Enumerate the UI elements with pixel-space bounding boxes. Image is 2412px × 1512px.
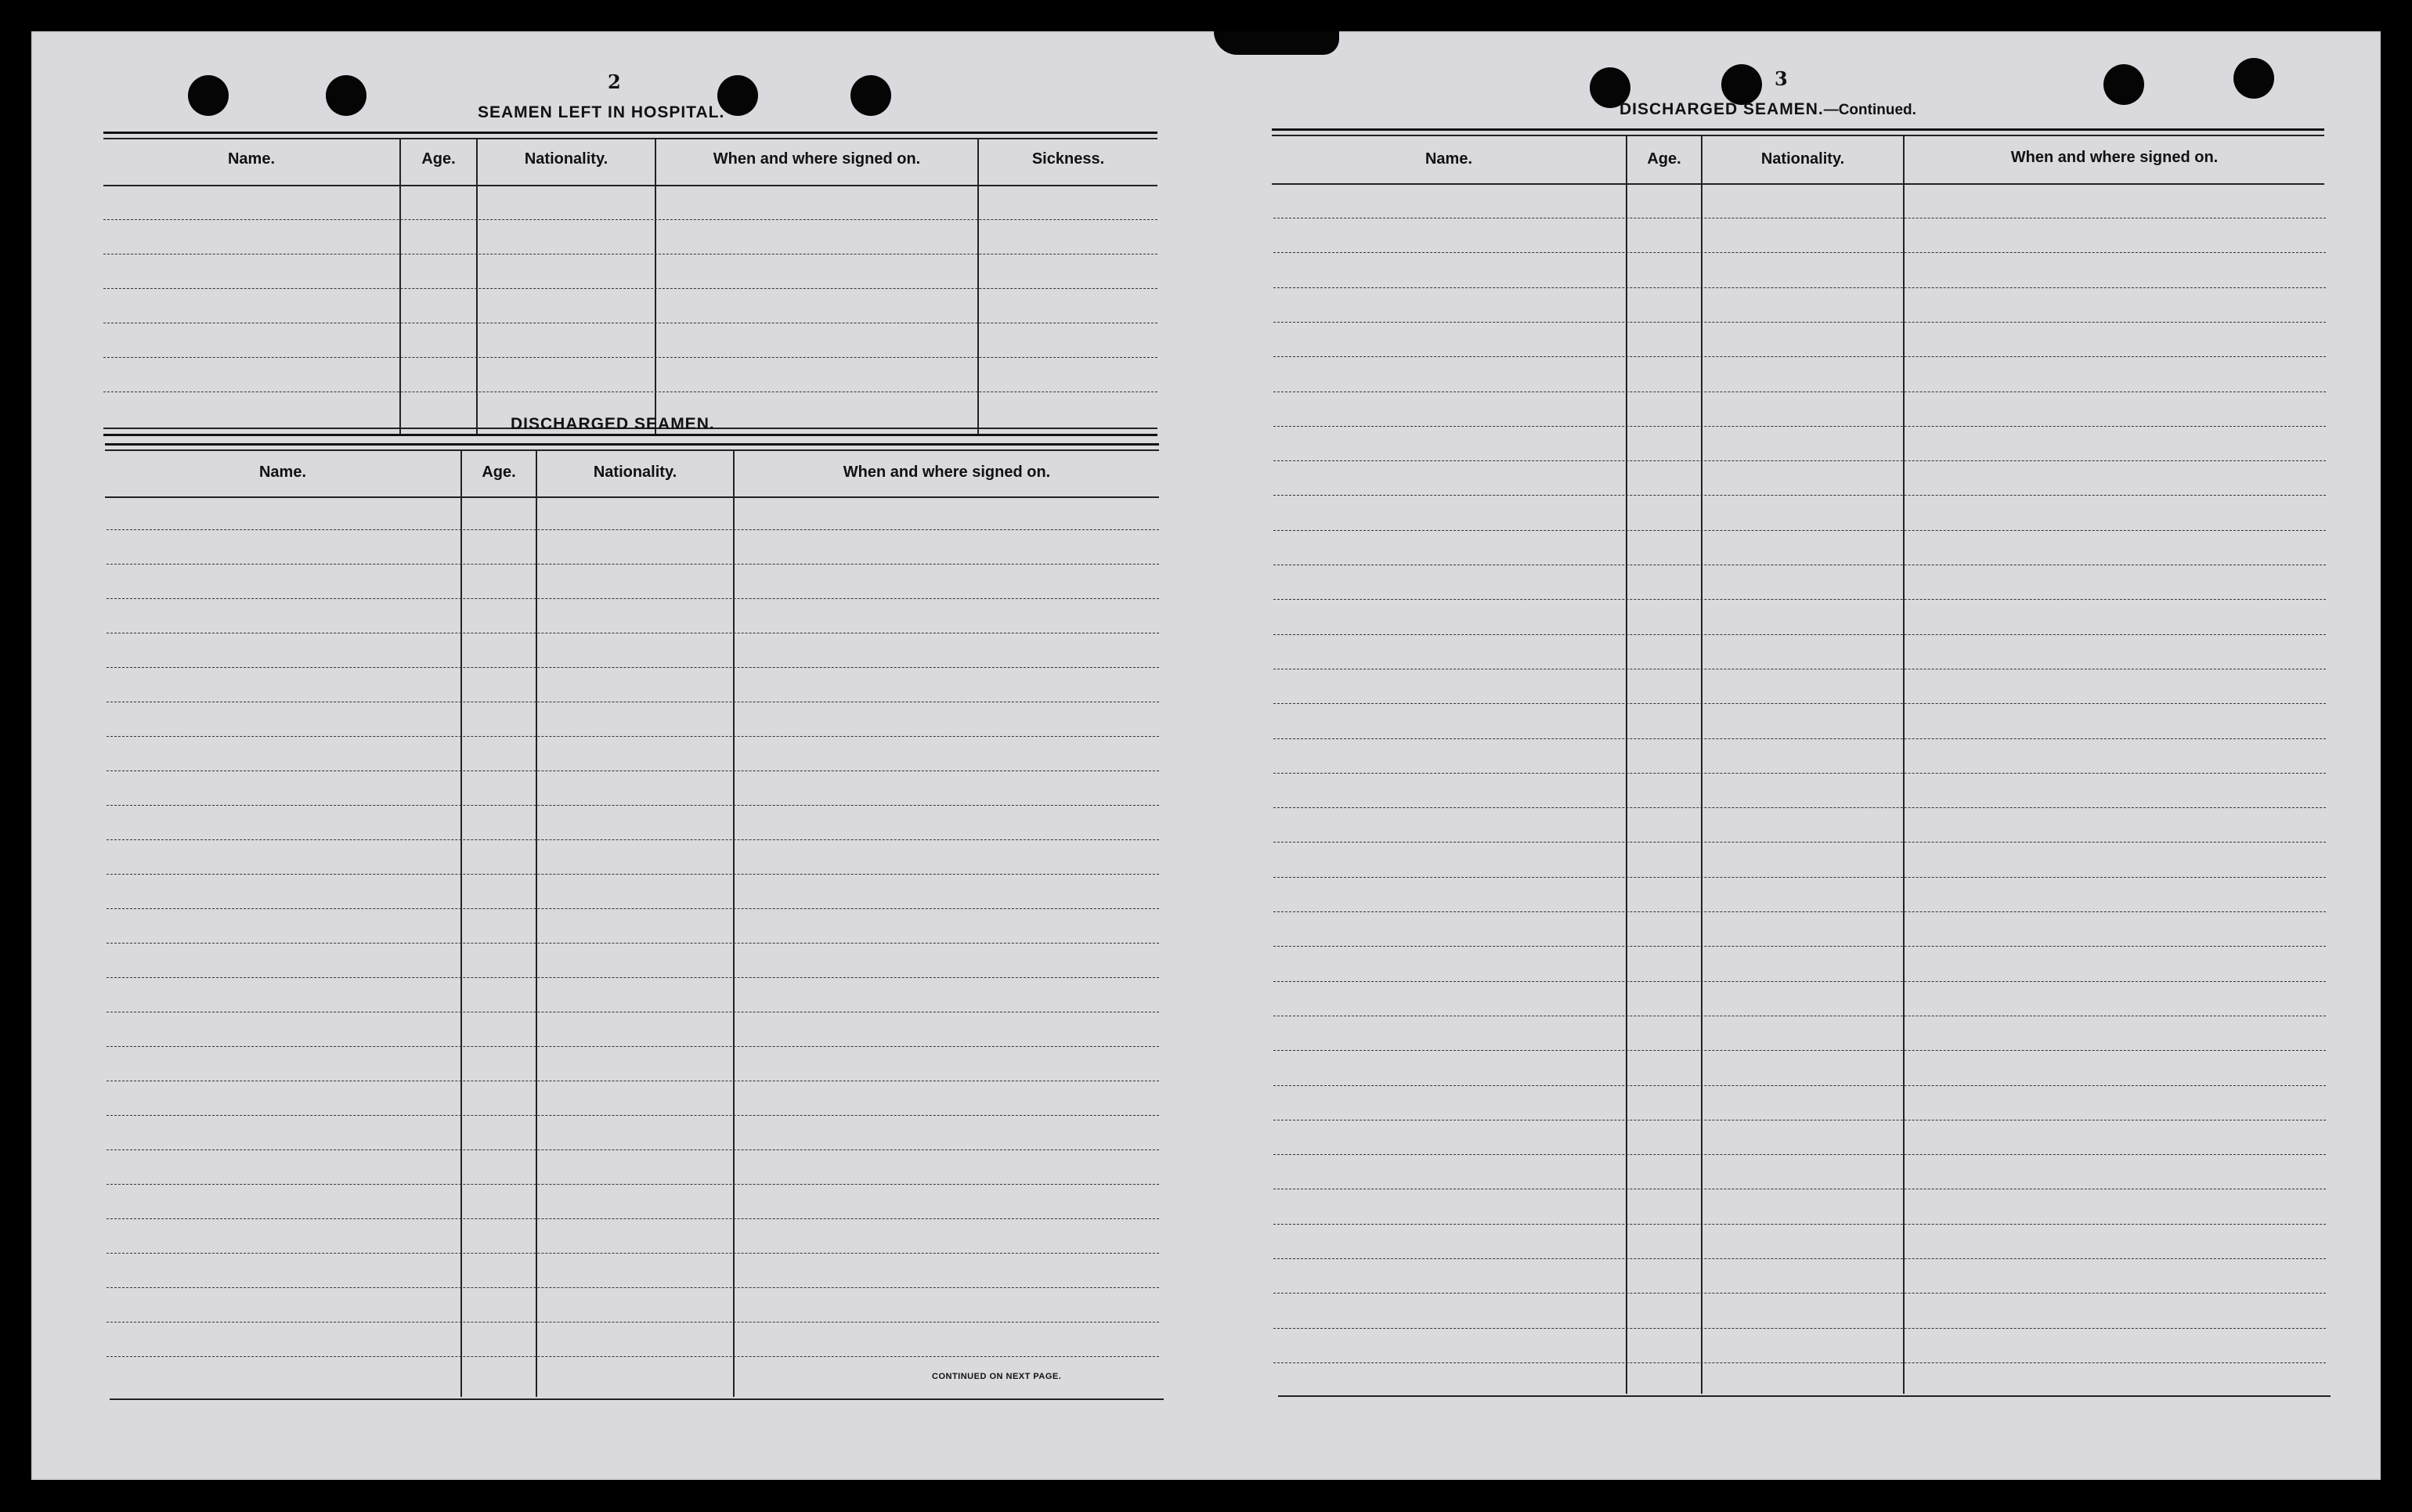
- col-header-name: Name.: [1424, 150, 1473, 168]
- entry-line: [107, 943, 1159, 944]
- entry-line: [1273, 1328, 2326, 1329]
- discharged-continued-title: [1619, 100, 1916, 119]
- entry-line: [1273, 1085, 2326, 1086]
- column-divider: [1903, 135, 1905, 1394]
- table-rule: [105, 449, 1159, 451]
- table-rule: [103, 185, 1157, 186]
- entry-line: [1273, 1293, 2326, 1294]
- entry-line: [1273, 703, 2326, 704]
- entry-line: [1273, 1050, 2326, 1051]
- col-header-signed-on: When and where signed on.: [2010, 149, 2219, 166]
- punch-hole: [188, 75, 229, 116]
- entry-line: [1273, 426, 2326, 427]
- entry-line: [1273, 495, 2326, 496]
- entry-line: [103, 219, 1157, 220]
- col-header-age: Age.: [421, 150, 456, 168]
- table-rule: [103, 132, 1157, 134]
- torn-edge: [1214, 31, 1339, 55]
- entry-line: [1273, 1258, 2326, 1259]
- column-divider: [733, 449, 735, 1397]
- entry-line: [1273, 530, 2326, 531]
- entry-line: [107, 1356, 1159, 1357]
- entry-line: [107, 1115, 1159, 1116]
- entry-line: [107, 1184, 1159, 1185]
- entry-line: [107, 1322, 1159, 1323]
- entry-line: [1273, 322, 2326, 323]
- column-divider: [1626, 135, 1627, 1394]
- punch-hole: [326, 75, 366, 116]
- section-title: DISCHARGED SEAMEN.: [1619, 100, 1824, 118]
- table-rule: [1278, 1395, 2331, 1397]
- entry-line: [1273, 807, 2326, 808]
- column-divider: [476, 138, 478, 435]
- punch-hole: [2103, 64, 2144, 105]
- ledger-sheet: [31, 31, 2381, 1480]
- entry-line: [1273, 981, 2326, 982]
- entry-line: [107, 1218, 1159, 1219]
- entry-line: [107, 908, 1159, 909]
- table-rule: [1272, 183, 2324, 185]
- col-header-name: Name.: [258, 464, 307, 481]
- col-header-sickness: Sickness.: [1031, 150, 1105, 168]
- page-number-right: 3: [1775, 67, 1788, 90]
- punch-hole: [1721, 64, 1762, 105]
- entry-line: [107, 667, 1159, 668]
- col-header-nationality: Nationality.: [524, 150, 608, 168]
- entry-line: [103, 357, 1157, 358]
- entry-line: [107, 564, 1159, 565]
- col-header-name: Name.: [227, 150, 276, 168]
- entry-line: [107, 1253, 1159, 1254]
- page-number-left: 2: [608, 70, 621, 93]
- column-divider: [655, 138, 656, 435]
- punch-hole: [850, 75, 891, 116]
- col-header-nationality: Nationality.: [1760, 150, 1845, 168]
- entry-line: [103, 288, 1157, 289]
- table-rule: [1272, 135, 2324, 136]
- entry-line: [1273, 738, 2326, 739]
- entry-line: [107, 1149, 1159, 1150]
- entry-line: [107, 874, 1159, 875]
- table-rule: [1272, 128, 2324, 131]
- entry-line: [1273, 287, 2326, 288]
- col-header-age: Age.: [482, 464, 516, 481]
- entry-line: [107, 805, 1159, 806]
- section-title-suffix: —Continued.: [1823, 102, 1916, 118]
- entry-line: [1273, 1362, 2326, 1363]
- entry-line: [1273, 842, 2326, 843]
- col-header-signed-on: When and where signed on.: [713, 150, 921, 168]
- col-header-signed-on: When and where signed on.: [843, 464, 1051, 481]
- entry-line: [107, 529, 1159, 530]
- column-divider: [399, 138, 401, 435]
- entry-line: [1273, 877, 2326, 878]
- entry-line: [1273, 634, 2326, 635]
- table-rule: [103, 434, 1157, 436]
- hospital-section-title: SEAMEN LEFT IN HOSPITAL.: [478, 103, 725, 121]
- continued-footer: CONTINUED ON NEXT PAGE.: [932, 1372, 1062, 1381]
- entry-line: [1273, 356, 2326, 357]
- table-rule: [105, 443, 1159, 446]
- column-divider: [1701, 135, 1702, 1394]
- entry-line: [107, 977, 1159, 978]
- entry-line: [107, 770, 1159, 771]
- discharged-section-title: DISCHARGED SEAMEN.: [511, 415, 715, 433]
- entry-line: [107, 1046, 1159, 1047]
- entry-line: [107, 839, 1159, 840]
- column-divider: [460, 449, 462, 1397]
- entry-line: [1273, 1154, 2326, 1155]
- column-divider: [536, 449, 537, 1397]
- entry-line: [1273, 911, 2326, 912]
- entry-line: [1273, 773, 2326, 774]
- entry-line: [107, 736, 1159, 737]
- entry-line: [1273, 946, 2326, 947]
- entry-line: [107, 1287, 1159, 1288]
- entry-line: [1273, 460, 2326, 461]
- table-rule: [110, 1398, 1164, 1400]
- entry-line: [107, 598, 1159, 599]
- column-divider: [977, 138, 979, 435]
- table-rule: [103, 138, 1157, 139]
- entry-line: [1273, 252, 2326, 253]
- col-header-age: Age.: [1647, 150, 1681, 168]
- entry-line: [1273, 1224, 2326, 1225]
- table-rule: [105, 496, 1159, 498]
- punch-hole: [2233, 58, 2274, 99]
- entry-line: [1273, 599, 2326, 600]
- col-header-nationality: Nationality.: [593, 464, 677, 481]
